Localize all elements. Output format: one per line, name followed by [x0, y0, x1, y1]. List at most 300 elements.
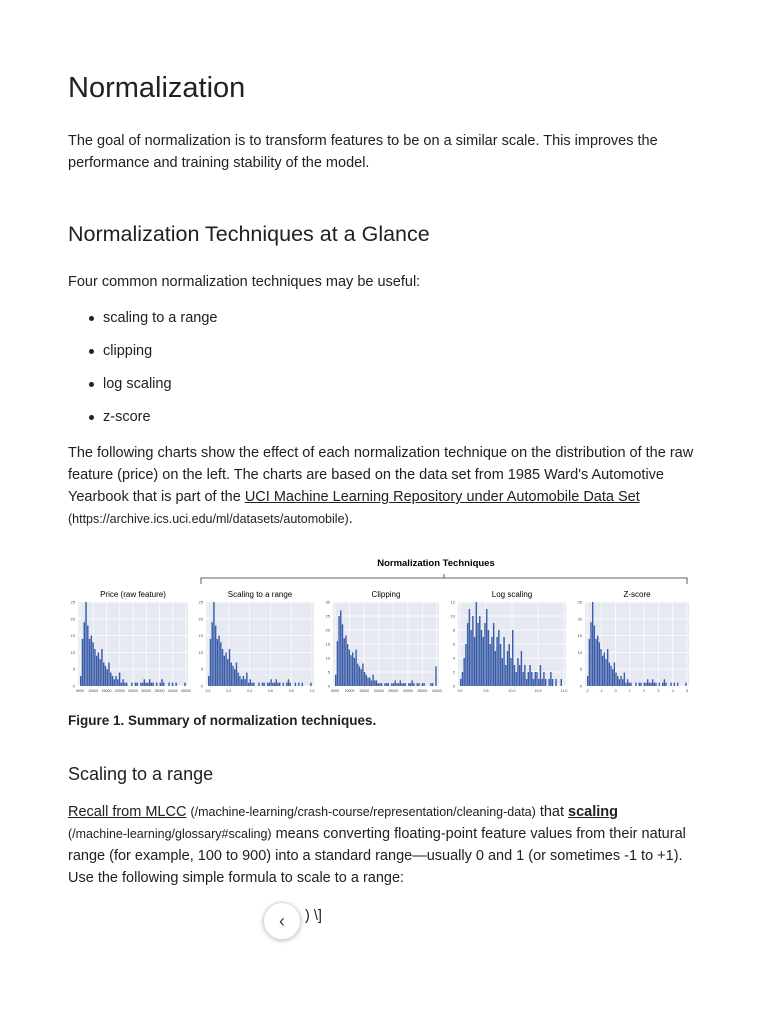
histogram-bar: [507, 651, 508, 686]
histogram-bar: [495, 651, 496, 686]
histogram-bar: [234, 669, 235, 686]
histogram-bar: [277, 683, 278, 686]
histogram-bar: [602, 656, 603, 686]
histogram-bar: [650, 683, 651, 686]
histogram-bar: [463, 658, 464, 686]
histogram-bar: [474, 637, 475, 686]
histogram-bar: [121, 683, 122, 686]
histogram-bar: [258, 683, 259, 686]
histogram-bar: [218, 636, 219, 686]
histogram-bar: [145, 683, 146, 686]
histogram-3: [326, 590, 442, 693]
uci-link-url: (https://archive.ics.uci.edu/ml/datasets/automobile): [68, 512, 349, 526]
histogram-bar: [540, 665, 541, 686]
y-tick-label: 8: [452, 627, 455, 633]
y-tick-label: 20: [198, 616, 203, 622]
histogram-bar: [541, 679, 542, 686]
histogram-bar: [627, 679, 628, 686]
histogram-bar: [147, 683, 148, 686]
histogram-bar: [262, 683, 263, 686]
histogram-bar: [288, 679, 289, 686]
histogram-bar: [124, 683, 125, 686]
histogram-bar: [664, 679, 665, 686]
histogram-bar: [655, 683, 656, 686]
subsection-heading: Scaling to a range: [68, 764, 214, 784]
x-tick-label: 10000: [88, 689, 99, 693]
histogram-bar: [168, 683, 169, 686]
x-tick-label: 5: [686, 689, 688, 693]
histogram-bar: [595, 639, 596, 686]
x-tick-label: -1: [599, 689, 603, 693]
histogram-bar: [400, 680, 401, 686]
y-tick-label: 0: [72, 683, 75, 689]
histogram-bar: [208, 676, 209, 686]
histogram-bar: [172, 683, 173, 686]
histogram-bar: [213, 602, 214, 686]
histogram-bar: [378, 683, 379, 686]
histogram-bar: [217, 639, 218, 686]
histogram-bar: [393, 683, 394, 686]
histogram-bar: [630, 683, 631, 686]
x-tick-label: 35000: [417, 689, 428, 693]
histogram-bar: [654, 683, 655, 686]
histogram-bar: [229, 649, 230, 686]
histogram-bar: [366, 675, 367, 686]
histogram-bar: [362, 664, 363, 686]
histogram-bar: [522, 672, 523, 686]
histogram-bar: [528, 672, 529, 686]
histogram-bar: [84, 622, 85, 686]
histogram-bar: [338, 616, 339, 686]
x-tick-label: 10.5: [534, 689, 542, 693]
histogram-bar: [536, 672, 537, 686]
histogram-bar: [430, 683, 431, 686]
histogram-bar: [295, 683, 296, 686]
y-tick-label: 15: [577, 633, 582, 639]
chart-title: Scaling to a range: [227, 590, 293, 599]
histogram-bar: [612, 669, 613, 686]
histogram-bar: [115, 676, 116, 686]
histogram-bar: [526, 679, 527, 686]
histogram-bar: [498, 630, 499, 686]
histogram-bar: [232, 666, 233, 686]
histogram-bar: [519, 665, 520, 686]
histogram-bar: [649, 683, 650, 686]
histogram-bar: [677, 683, 678, 686]
histogram-bar: [594, 626, 595, 686]
histogram-bar: [417, 683, 418, 686]
histogram-bar: [524, 665, 525, 686]
section-heading: Normalization Techniques at a Glance: [68, 222, 430, 246]
histogram-bar: [401, 683, 402, 686]
histogram-bar: [395, 680, 396, 686]
histogram-bar: [423, 683, 424, 686]
histogram-bar: [665, 683, 666, 686]
scaling-link-url: (/machine-learning/glossary#scaling): [68, 827, 272, 841]
histogram-bar: [500, 644, 501, 686]
y-tick-label: 5: [327, 669, 330, 675]
list-item: z-score: [68, 406, 217, 439]
histogram-bar: [94, 649, 95, 686]
histogram-bar: [644, 683, 645, 686]
histogram-bar: [361, 669, 362, 686]
y-tick-label: 12: [450, 599, 455, 605]
histogram-bar: [92, 642, 93, 686]
histogram-bar: [529, 665, 530, 686]
histogram-bar: [283, 683, 284, 686]
histogram-bar: [604, 652, 605, 686]
histogram-bar: [215, 626, 216, 686]
histogram-bar: [592, 602, 593, 686]
histogram-bar: [163, 683, 164, 686]
formula-fragment: ) \]: [305, 908, 322, 924]
histogram-bar: [674, 683, 675, 686]
histogram-bar: [272, 683, 273, 686]
histogram-bar: [335, 675, 336, 686]
histogram-bar: [137, 683, 138, 686]
histogram-bar: [105, 666, 106, 686]
histogram-bar: [422, 683, 423, 686]
histogram-bar: [514, 665, 515, 686]
x-tick-label: 3: [657, 689, 660, 693]
histogram-4: [451, 590, 568, 693]
y-tick-label: 15: [198, 633, 203, 639]
x-tick-label: 9.0: [457, 689, 463, 693]
histogram-bar: [225, 652, 226, 686]
y-tick-label: 10: [325, 655, 330, 661]
x-tick-label: 1.0: [309, 689, 315, 693]
y-tick-label: 25: [577, 599, 582, 605]
y-tick-label: 20: [70, 616, 75, 622]
histogram-bar: [101, 649, 102, 686]
histogram-bar: [286, 683, 287, 686]
histogram-bar: [371, 680, 372, 686]
histogram-bar: [531, 672, 532, 686]
y-tick-label: 0: [327, 683, 330, 689]
histogram-bar: [270, 679, 271, 686]
recall-mid: that: [535, 804, 569, 820]
histogram-bar: [610, 666, 611, 686]
histogram-bar: [410, 683, 411, 686]
histogram-bar: [251, 683, 252, 686]
histogram-bar: [107, 669, 108, 686]
histogram-bar: [533, 679, 534, 686]
histogram-bar: [96, 656, 97, 686]
histogram-bar: [302, 683, 303, 686]
y-tick-label: 30: [325, 599, 330, 605]
list-item: scaling to a range: [68, 307, 217, 340]
histogram-bar: [237, 673, 238, 686]
x-tick-label: 10.0: [508, 689, 516, 693]
histogram-bar: [512, 630, 513, 686]
histogram-bar: [545, 679, 546, 686]
histogram-bar: [472, 616, 473, 686]
histogram-bar: [465, 644, 466, 686]
histogram-bar: [615, 673, 616, 686]
histogram-bar: [372, 675, 373, 686]
histogram-bar: [211, 622, 212, 686]
histogram-bar: [503, 637, 504, 686]
histogram-bar: [352, 652, 353, 686]
histogram-bar: [550, 672, 551, 686]
histogram-bar: [152, 683, 153, 686]
histogram-bar: [131, 683, 132, 686]
histogram-bar: [509, 644, 510, 686]
histogram-bar: [483, 637, 484, 686]
histogram-bar: [543, 672, 544, 686]
x-tick-label: 0.2: [226, 689, 232, 693]
histogram-1: [71, 590, 191, 693]
x-tick-label: 35000: [154, 689, 165, 693]
histogram-bar: [250, 679, 251, 686]
histogram-bar: [135, 683, 136, 686]
x-tick-label: 9.5: [483, 689, 489, 693]
histogram-bar: [479, 616, 480, 686]
histogram-bar: [122, 679, 123, 686]
histogram-bar: [635, 683, 636, 686]
histogram-bar: [413, 683, 414, 686]
y-tick-label: 25: [325, 613, 330, 619]
histogram-bar: [103, 662, 104, 686]
x-tick-label: 40000: [167, 689, 178, 693]
histogram-bar: [496, 637, 497, 686]
histogram-bar: [160, 683, 161, 686]
histogram-bar: [662, 683, 663, 686]
y-tick-label: 25: [70, 599, 75, 605]
charts-tail: .: [348, 511, 353, 527]
histogram-bar: [222, 649, 223, 686]
x-tick-label: 5000: [331, 689, 339, 693]
histogram-bar: [670, 683, 671, 686]
histogram-bar: [82, 639, 83, 686]
histogram-bar: [462, 672, 463, 686]
histogram-bar: [80, 676, 81, 686]
histogram-bar: [388, 683, 389, 686]
histogram-bar: [491, 637, 492, 686]
histogram-bar: [354, 658, 355, 686]
histogram-bar: [345, 636, 346, 686]
histogram-bar: [398, 683, 399, 686]
x-tick-label: 30000: [141, 689, 152, 693]
histogram-bar: [227, 659, 228, 686]
histogram-bar: [369, 678, 370, 686]
x-tick-label: 25000: [128, 689, 138, 693]
histogram-bar: [391, 683, 392, 686]
x-tick-label: 15000: [101, 689, 112, 693]
histogram-bar: [381, 683, 382, 686]
histogram-bar: [151, 683, 152, 686]
mlcc-link-url: (/machine-learning/crash-course/representation/cleaning-data): [190, 805, 536, 819]
histogram-bar: [600, 649, 601, 686]
histogram-bar: [589, 639, 590, 686]
histogram-bar: [647, 679, 648, 686]
histogram-bar: [609, 662, 610, 686]
histogram-bar: [117, 679, 118, 686]
x-tick-label: 1: [628, 689, 631, 693]
histogram-bar: [274, 683, 275, 686]
histogram-bar: [535, 672, 536, 686]
histogram-bar: [246, 673, 247, 686]
techniques-intro: Four common normalization techniques may be useful:: [68, 274, 421, 290]
histogram-bar: [502, 658, 503, 686]
histogram-bar: [349, 650, 350, 686]
histogram-bar: [625, 683, 626, 686]
histogram-bar: [279, 683, 280, 686]
histogram-bar: [469, 609, 470, 686]
y-tick-label: 10: [198, 649, 203, 655]
histogram-bar: [347, 644, 348, 686]
histogram-bar: [685, 683, 686, 686]
histogram-bar: [337, 641, 338, 686]
histogram-bar: [379, 683, 380, 686]
histogram-bar: [624, 673, 625, 686]
scaling-glossary-link[interactable]: scaling: [568, 804, 619, 820]
histogram-bar: [210, 639, 211, 686]
histogram-bar: [605, 659, 606, 686]
x-tick-label: 30000: [402, 689, 413, 693]
x-tick-label: 20000: [114, 689, 125, 693]
x-tick-label: 0: [614, 689, 617, 693]
histogram-bar: [477, 623, 478, 686]
histogram-bar: [376, 680, 377, 686]
histogram-bar: [298, 683, 299, 686]
normalization-charts-figure: [68, 552, 694, 697]
recall-rest: means converting floating-point feature values from their natural range (for example, 100 to 900) into a standard range—usually 0 and 1 (or sometimes -1 to +1). Use the following simple formula to scale to a range:: [68, 826, 686, 886]
histogram-bar: [156, 683, 157, 686]
histogram-bar: [350, 655, 351, 686]
uci-dataset-link[interactable]: UCI Machine Learning Repository under Automobile Data Set: [244, 489, 640, 505]
back-button[interactable]: [263, 902, 301, 940]
histogram-bar: [175, 683, 176, 686]
histogram-bar: [126, 683, 127, 686]
histogram-bar: [224, 656, 225, 686]
histogram-bar: [85, 602, 86, 686]
histogram-bar: [244, 679, 245, 686]
histogram-bar: [489, 644, 490, 686]
histogram-bar: [344, 638, 345, 686]
histogram-bar: [243, 676, 244, 686]
histogram-bar: [470, 630, 471, 686]
y-tick-label: 0: [452, 683, 455, 689]
histogram-5: [578, 590, 689, 693]
histogram-bar: [374, 680, 375, 686]
y-tick-label: 10: [450, 613, 455, 619]
y-tick-label: 0: [200, 683, 203, 689]
y-tick-label: 25: [198, 599, 203, 605]
histogram-bar: [359, 666, 360, 686]
histogram-bar: [342, 624, 343, 686]
y-tick-label: 20: [577, 616, 582, 622]
histogram-bar: [460, 679, 461, 686]
x-tick-label: 45000: [181, 689, 191, 693]
histogram-bar: [91, 636, 92, 686]
histogram-bar: [149, 679, 150, 686]
histogram-bar: [89, 639, 90, 686]
histogram-bar: [561, 679, 562, 686]
y-tick-label: 4: [452, 655, 455, 661]
histogram-bar: [108, 662, 109, 686]
histogram-bar: [639, 683, 640, 686]
chart-title: Clipping: [371, 590, 401, 599]
histogram-bar: [114, 679, 115, 686]
histogram-bar: [267, 683, 268, 686]
y-tick-label: 0: [579, 683, 582, 689]
histogram-bar: [340, 610, 341, 686]
histogram-bar: [357, 664, 358, 686]
histogram-bar: [386, 683, 387, 686]
histogram-bar: [263, 683, 264, 686]
histogram-bar: [552, 679, 553, 686]
x-tick-label: 15000: [359, 689, 370, 693]
x-tick-label: 10000: [344, 689, 355, 693]
histogram-bar: [367, 678, 368, 686]
y-tick-label: 5: [200, 666, 203, 672]
histogram-bar: [364, 672, 365, 686]
histogram-bar: [614, 662, 615, 686]
histogram-bar: [659, 683, 660, 686]
histogram-bar: [418, 683, 419, 686]
histogram-bar: [515, 672, 516, 686]
histogram-bar: [587, 676, 588, 686]
list-item: clipping: [68, 340, 217, 373]
histogram-bar: [408, 683, 409, 686]
histogram-bar: [310, 683, 311, 686]
techniques-list: [68, 307, 217, 439]
histogram-bar: [619, 679, 620, 686]
histogram-bar: [231, 662, 232, 686]
histogram-bar: [486, 609, 487, 686]
histogram-bar: [161, 679, 162, 686]
histogram-2: [199, 590, 315, 693]
histogram-bar: [432, 683, 433, 686]
histogram-bar: [620, 676, 621, 686]
x-tick-label: 2: [643, 689, 646, 693]
mlcc-link[interactable]: Recall from MLCC: [68, 804, 187, 820]
y-tick-label: 20: [325, 627, 330, 633]
histogram-bar: [435, 666, 436, 686]
y-tick-label: 15: [325, 641, 330, 647]
histogram-bar: [140, 683, 141, 686]
x-tick-label: 4: [671, 689, 674, 693]
group-bracket: [201, 574, 687, 584]
chart-title: Z-score: [623, 590, 651, 599]
histogram-bar: [184, 683, 185, 686]
histogram-bar: [493, 623, 494, 686]
y-tick-label: 10: [577, 649, 582, 655]
histogram-bar: [239, 676, 240, 686]
chevron-left-icon: ‹: [279, 910, 285, 931]
histogram-bar: [276, 679, 277, 686]
histogram-bar: [110, 673, 111, 686]
histogram-bar: [590, 622, 591, 686]
histogram-bar: [599, 642, 600, 686]
y-tick-label: 2: [452, 669, 455, 675]
histogram-bar: [236, 662, 237, 686]
recall-paragraph: [68, 801, 698, 889]
histogram-bar: [412, 680, 413, 686]
list-item: log scaling: [68, 373, 217, 406]
histogram-bar: [355, 650, 356, 686]
histogram-bar: [640, 683, 641, 686]
histogram-bar: [510, 658, 511, 686]
page-title: Normalization: [68, 72, 246, 104]
chart-title: Price (raw feature): [100, 590, 166, 599]
histogram-bar: [505, 665, 506, 686]
chart-title: Log scaling: [491, 590, 533, 599]
histogram-bar: [142, 683, 143, 686]
x-tick-label: 11.0: [560, 689, 568, 693]
histogram-bar: [481, 630, 482, 686]
